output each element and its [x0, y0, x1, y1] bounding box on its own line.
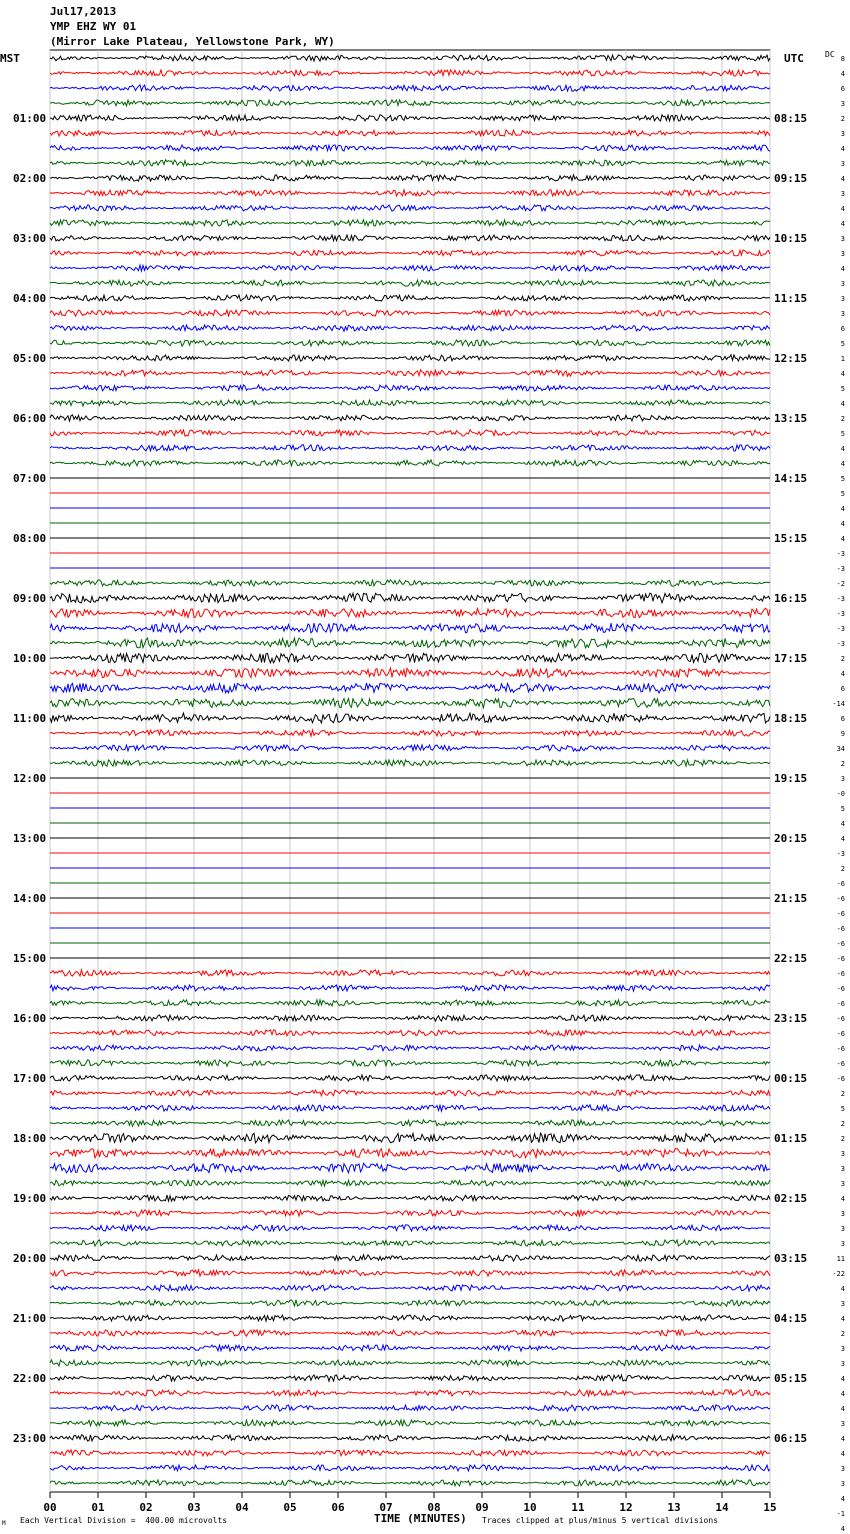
seismic-trace — [50, 280, 770, 286]
dc-offset-label: -6 — [836, 940, 845, 948]
seismic-trace — [50, 220, 770, 226]
dc-offset-label: -6 — [836, 970, 845, 978]
dc-offset-label: -3 — [836, 625, 845, 633]
right-hour-label: 00:15 — [774, 1072, 808, 1085]
seismic-trace — [50, 1149, 770, 1158]
header-station: YMP EHZ WY 01 — [50, 20, 137, 33]
seismic-trace — [50, 295, 770, 301]
seismic-trace — [50, 1075, 770, 1081]
right-hour-label: 05:15 — [774, 1372, 808, 1385]
seismic-trace — [50, 1090, 770, 1096]
mark-glyph: M — [2, 1520, 6, 1527]
dc-offset-label: -6 — [836, 880, 845, 888]
dc-offset-label: -2 — [836, 580, 845, 588]
seismic-trace — [50, 1180, 770, 1186]
dc-offset-label: 4 — [840, 1525, 845, 1533]
dc-offset-label: -1 — [836, 1510, 845, 1518]
dc-offset-label: 34 — [836, 745, 845, 753]
dc-offset-label: -6 — [836, 1030, 845, 1038]
right-hour-label: 16:15 — [774, 592, 808, 605]
dc-offset-label: 4 — [840, 205, 845, 213]
dc-offset-label: 4 — [840, 145, 845, 153]
scale-note: Each Vertical Division = 400.00 microvolts — [20, 1516, 228, 1525]
right-hour-label: 11:15 — [774, 292, 808, 305]
dc-offset-label: -3 — [836, 595, 845, 603]
seismic-trace — [50, 745, 770, 751]
seismic-trace — [50, 340, 770, 346]
seismic-trace — [50, 1480, 770, 1486]
right-hour-label: 14:15 — [774, 472, 808, 485]
seismic-trace — [50, 1420, 770, 1426]
right-hour-label: 23:15 — [774, 1012, 808, 1025]
dc-offset-label: 4 — [840, 370, 845, 378]
dc-offset-label: 5 — [840, 490, 845, 498]
seismic-trace — [50, 1120, 770, 1126]
dc-offset-label: 6 — [840, 85, 845, 93]
seismic-trace — [50, 355, 770, 361]
left-hour-label: 07:00 — [13, 472, 47, 485]
seismic-trace — [50, 1000, 770, 1006]
seismic-trace — [50, 250, 770, 256]
seismic-trace — [50, 698, 770, 708]
dc-offset-label: -3 — [836, 640, 845, 648]
seismic-trace — [50, 623, 770, 633]
dc-offset-label: 4 — [840, 460, 845, 468]
dc-offset-label: 3 — [840, 160, 845, 168]
left-zone-label: MST — [0, 52, 20, 65]
right-hour-label: 22:15 — [774, 952, 808, 965]
x-axis-title: TIME (MINUTES) — [374, 1512, 467, 1525]
left-hour-label: 11:00 — [13, 712, 47, 725]
seismic-trace — [50, 265, 770, 271]
x-tick-label: 04 — [235, 1501, 249, 1514]
left-hour-label: 06:00 — [13, 412, 47, 425]
seismic-trace — [50, 1060, 770, 1066]
seismic-trace — [50, 760, 770, 766]
left-hour-label: 10:00 — [13, 652, 47, 665]
dc-offset-label: 3 — [840, 1480, 845, 1488]
x-tick-label: 10 — [523, 1501, 537, 1514]
dc-offset-label: 3 — [840, 100, 845, 108]
dc-offset-label: 5 — [840, 340, 845, 348]
dc-offset-label: 3 — [840, 235, 845, 243]
seismic-trace — [50, 1465, 770, 1471]
seismic-trace — [50, 55, 770, 61]
seismic-trace — [50, 683, 770, 693]
right-hour-label: 06:15 — [774, 1432, 808, 1445]
dc-offset-label: 4 — [840, 835, 845, 843]
dc-offset-label: -3 — [836, 850, 845, 858]
dc-offset-label: 4 — [840, 70, 845, 78]
right-hour-label: 02:15 — [774, 1192, 808, 1205]
dc-offset-label: 11 — [836, 1255, 845, 1263]
left-hour-label: 13:00 — [13, 832, 47, 845]
dc-offset-label: 8 — [840, 55, 845, 63]
left-hour-label: 18:00 — [13, 1132, 47, 1145]
left-hour-label: 21:00 — [13, 1312, 47, 1325]
dc-offset-label: 5 — [840, 385, 845, 393]
dc-offset-label: -6 — [836, 1000, 845, 1008]
dc-offset-label: 1 — [840, 355, 845, 363]
seismic-trace — [50, 460, 770, 466]
dc-offset-label: 3 — [840, 130, 845, 138]
dc-offset-label: 4 — [840, 400, 845, 408]
x-tick-label: 08 — [427, 1501, 441, 1514]
dc-offset-label: 4 — [840, 1450, 845, 1458]
seismic-trace — [50, 638, 770, 648]
dc-offset-label: 4 — [840, 445, 845, 453]
seismic-trace — [50, 145, 770, 151]
dc-offset-label: -6 — [836, 1075, 845, 1083]
seismic-trace — [50, 1163, 770, 1173]
dc-offset-label: 4 — [840, 1195, 845, 1203]
dc-offset-label: 4 — [840, 1495, 845, 1503]
dc-offset-label: -6 — [836, 1015, 845, 1023]
dc-offset-label: 5 — [840, 475, 845, 483]
left-hour-label: 16:00 — [13, 1012, 47, 1025]
left-hour-label: 17:00 — [13, 1072, 47, 1085]
right-hour-label: 01:15 — [774, 1132, 808, 1145]
dc-offset-label: -6 — [836, 895, 845, 903]
dc-offset-label: 2 — [840, 1090, 845, 1098]
right-hour-label: 17:15 — [774, 652, 808, 665]
dc-offset-label: 2 — [840, 655, 845, 663]
dc-offset-label: 6 — [840, 685, 845, 693]
dc-offset-label: 3 — [840, 1150, 845, 1158]
dc-offset-label: -6 — [836, 985, 845, 993]
left-hour-label: 08:00 — [13, 532, 47, 545]
dc-offset-label: 3 — [840, 1465, 845, 1473]
dc-offset-label: 5 — [840, 430, 845, 438]
dc-offset-label: 4 — [840, 1390, 845, 1398]
right-hour-label: 04:15 — [774, 1312, 808, 1325]
seismic-trace — [50, 1345, 770, 1351]
right-hour-label: 18:15 — [774, 712, 808, 725]
dc-offset-label: 4 — [840, 1405, 845, 1413]
seismic-trace — [50, 85, 770, 91]
dc-offset-label: 4 — [840, 1285, 845, 1293]
x-tick-label: 13 — [667, 1501, 681, 1514]
seismic-trace — [50, 1285, 770, 1291]
seismic-trace — [50, 1270, 770, 1276]
left-hour-label: 04:00 — [13, 292, 47, 305]
dc-offset-label: 3 — [840, 190, 845, 198]
right-hour-label: 09:15 — [774, 172, 808, 185]
seismic-trace — [50, 310, 770, 316]
dc-offset-label: 2 — [840, 1330, 845, 1338]
seismic-trace — [50, 1300, 770, 1306]
right-hour-label: 12:15 — [774, 352, 808, 365]
left-hour-label: 05:00 — [13, 352, 47, 365]
x-tick-label: 15 — [763, 1501, 777, 1514]
dc-offset-label: 4 — [840, 1315, 845, 1323]
dc-offset-label: 3 — [840, 1420, 845, 1428]
x-tick-label: 06 — [331, 1501, 345, 1514]
dc-offset-label: 2 — [840, 1120, 845, 1128]
dc-offset-label: 9 — [840, 730, 845, 738]
seismic-trace — [50, 1225, 770, 1231]
seismic-trace — [50, 70, 770, 76]
left-hour-label: 23:00 — [13, 1432, 47, 1445]
dc-offset-label: 4 — [840, 520, 845, 528]
seismic-trace — [50, 608, 770, 617]
x-tick-label: 05 — [283, 1501, 297, 1514]
x-tick-label: 03 — [187, 1501, 201, 1514]
dc-offset-label: -6 — [836, 955, 845, 963]
header-location: (Mirror Lake Plateau, Yellowstone Park, WY) — [50, 35, 335, 48]
left-hour-label: 01:00 — [13, 112, 47, 125]
dc-offset-label: 4 — [840, 220, 845, 228]
seismic-trace — [50, 370, 770, 376]
dc-offset-label: 3 — [840, 1210, 845, 1218]
dc-offset-label: 4 — [840, 1435, 845, 1443]
dc-offset-label: 4 — [840, 1375, 845, 1383]
seismic-trace — [50, 1360, 770, 1366]
seismic-trace — [50, 1030, 770, 1036]
x-tick-label: 12 — [619, 1501, 633, 1514]
dc-offset-label: 4 — [840, 820, 845, 828]
seismic-trace — [50, 1435, 770, 1441]
dc-offset-label: 3 — [840, 1360, 845, 1368]
dc-offset-label: 5 — [840, 805, 845, 813]
seismic-trace — [50, 985, 770, 991]
left-hour-label: 09:00 — [13, 592, 47, 605]
right-hour-label: 03:15 — [774, 1252, 808, 1265]
left-hour-label: 03:00 — [13, 232, 47, 245]
seismic-trace — [50, 445, 770, 451]
seismic-trace — [50, 175, 770, 181]
dc-offset-label: 3 — [840, 280, 845, 288]
right-hour-label: 08:15 — [774, 112, 808, 125]
x-tick-label: 01 — [91, 1501, 105, 1514]
left-hour-label: 12:00 — [13, 772, 47, 785]
seismic-trace — [50, 713, 770, 723]
dc-offset-label: 4 — [840, 535, 845, 543]
dc-offset-label: 2 — [840, 115, 845, 123]
left-hour-label: 02:00 — [13, 172, 47, 185]
seismic-trace — [50, 668, 770, 678]
seismic-trace — [50, 1315, 770, 1321]
seismic-trace — [50, 1105, 770, 1111]
dc-offset-label: -3 — [836, 550, 845, 558]
seismic-trace — [50, 160, 770, 166]
dc-offset-label: 4 — [840, 175, 845, 183]
seismic-trace — [50, 1405, 770, 1411]
dc-offset-label: 2 — [840, 1135, 845, 1143]
dc-offset-label: -6 — [836, 910, 845, 918]
dc-offset-label: 3 — [840, 1225, 845, 1233]
header-date: Jul17,2013 — [50, 5, 117, 18]
dc-offset-label: 4 — [840, 265, 845, 273]
seismic-trace — [50, 400, 770, 406]
right-hour-label: 13:15 — [774, 412, 808, 425]
dc-offset-label: 3 — [840, 1165, 845, 1173]
seismic-trace — [50, 1390, 770, 1396]
seismic-trace — [50, 1255, 770, 1261]
dc-offset-label: -6 — [836, 1045, 845, 1053]
dc-offset-label: 3 — [840, 775, 845, 783]
seismic-trace — [50, 430, 770, 436]
left-hour-label: 19:00 — [13, 1192, 47, 1205]
dc-offset-label: 6 — [840, 715, 845, 723]
dc-offset-label: -0 — [836, 790, 845, 798]
seismic-trace — [50, 730, 770, 736]
seismic-trace — [50, 1045, 770, 1051]
dc-offset-label: 2 — [840, 865, 845, 873]
x-tick-label: 00 — [43, 1501, 57, 1514]
seismic-trace — [50, 593, 770, 603]
seismic-trace — [50, 235, 770, 241]
seismic-trace — [50, 970, 770, 976]
right-hour-label: 15:15 — [774, 532, 808, 545]
dc-label: DC — [825, 50, 835, 59]
seismic-trace — [50, 385, 770, 391]
seismic-trace — [50, 115, 770, 121]
right-hour-label: 21:15 — [774, 892, 808, 905]
left-hour-label: 22:00 — [13, 1372, 47, 1385]
seismic-trace — [50, 1450, 770, 1456]
right-hour-label: 20:15 — [774, 832, 808, 845]
seismic-trace — [50, 205, 770, 211]
seismic-trace — [50, 580, 770, 586]
dc-offset-label: 3 — [840, 250, 845, 258]
seismic-trace — [50, 415, 770, 421]
seismic-trace — [50, 653, 770, 663]
dc-offset-label: 2 — [840, 760, 845, 768]
seismic-trace — [50, 1195, 770, 1201]
dc-offset-label: 3 — [840, 1345, 845, 1353]
dc-offset-label: 4 — [840, 670, 845, 678]
dc-offset-label: 4 — [840, 505, 845, 513]
right-hour-label: 19:15 — [774, 772, 808, 785]
dc-offset-label: 3 — [840, 1300, 845, 1308]
x-tick-label: 02 — [139, 1501, 153, 1514]
right-hour-label: 10:15 — [774, 232, 808, 245]
x-tick-label: 14 — [715, 1501, 729, 1514]
left-hour-label: 20:00 — [13, 1252, 47, 1265]
seismic-trace — [50, 130, 770, 136]
x-tick-label: 09 — [475, 1501, 489, 1514]
seismic-trace — [50, 100, 770, 106]
dc-offset-label: 3 — [840, 1240, 845, 1248]
dc-offset-label: -6 — [836, 1060, 845, 1068]
dc-offset-label: 3 — [840, 295, 845, 303]
dc-offset-label: 2 — [840, 415, 845, 423]
dc-offset-label: -6 — [836, 925, 845, 933]
seismic-trace — [50, 190, 770, 196]
x-tick-label: 07 — [379, 1501, 393, 1514]
dc-offset-label: 3 — [840, 310, 845, 318]
dc-offset-label: 6 — [840, 325, 845, 333]
dc-offset-label: -3 — [836, 565, 845, 573]
seismic-trace — [50, 325, 770, 331]
seismic-trace — [50, 1133, 770, 1143]
dc-offset-label: 3 — [840, 1180, 845, 1188]
dc-offset-label: -3 — [836, 610, 845, 618]
clip-note: Traces clipped at plus/minus 5 vertical divisions — [482, 1516, 719, 1525]
right-zone-label: UTC — [784, 52, 804, 65]
left-hour-label: 14:00 — [13, 892, 47, 905]
seismic-trace — [50, 1210, 770, 1216]
seismic-trace — [50, 1375, 770, 1381]
dc-offset-label: 5 — [840, 1105, 845, 1113]
left-hour-label: 15:00 — [13, 952, 47, 965]
seismic-trace — [50, 1015, 770, 1021]
seismic-trace — [50, 1240, 770, 1246]
seismic-trace — [50, 1330, 770, 1336]
x-tick-label: 11 — [571, 1501, 585, 1514]
dc-offset-label: -22 — [832, 1270, 845, 1278]
dc-offset-label: -14 — [832, 700, 845, 708]
